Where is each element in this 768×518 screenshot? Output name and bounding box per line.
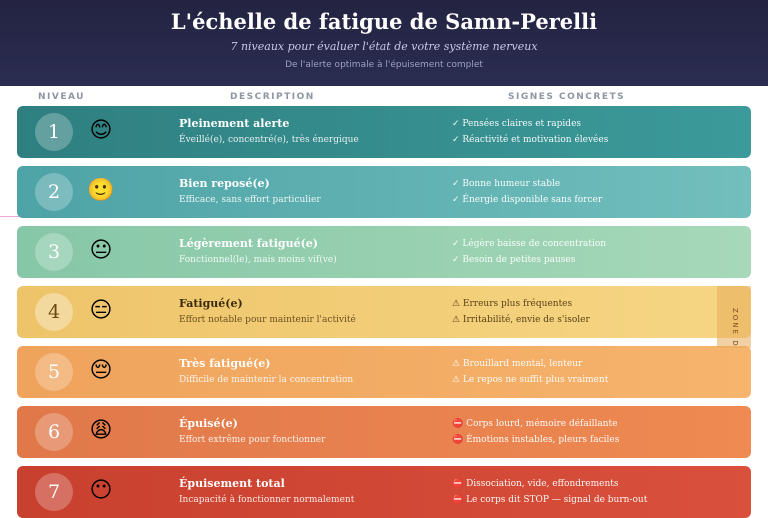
page-tagline: De l'alerte optimale à l'épuisement complet [285,60,483,70]
pensive-face-icon: 😔 [89,358,113,383]
level-number-badge: 6 [35,413,73,451]
level-description: Effort extrême pour fonctionner [179,435,326,445]
level-description: Éveillé(e), concentré(e), très énergique [179,135,359,145]
level-sign: ⚠ Brouillard mental, lenteur [452,359,583,369]
level-sign: ✓ Légère baisse de concentration [452,239,607,249]
level-title: Fatigué(e) [179,297,243,310]
level-sign: ⛔ Émotions instables, pleurs faciles [452,435,620,445]
level-sign: ⛔ Dissociation, vide, effondrements [452,479,619,489]
column-header-signs: SIGNES CONCRETS [508,92,626,102]
slightly-smiling-face-icon: 🙂 [87,178,115,203]
zone-marker [717,286,751,348]
fatigue-level-row [17,286,751,338]
level-sign: ✓ Bonne humeur stable [452,179,561,189]
level-title: Épuisement total [179,477,285,490]
fatigue-level-row [17,346,751,398]
page-title: L'échelle de fatigue de Samn-Perelli [170,9,598,34]
level-description: Efficace, sans effort particulier [179,195,321,205]
level-sign: ⚠ Irritabilité, envie de s'isoler [452,315,590,325]
zone-label: ZONE D [731,308,739,348]
level-title: Pleinement alerte [179,117,290,130]
weary-face-icon: 😩 [89,418,113,443]
level-title: Très fatigué(e) [179,357,271,370]
neutral-face-icon: 😐 [89,238,113,263]
level-number-badge: 1 [35,113,73,151]
column-header-level: NIVEAU [38,92,85,102]
fatigue-level-row [17,166,751,218]
column-header-description: DESCRIPTION [230,92,315,102]
smiling-face-icon: 😊 [89,118,113,143]
level-number-badge: 3 [35,233,73,271]
level-number-badge: 5 [35,353,73,391]
level-number-badge: 2 [35,173,73,211]
level-sign: ✓ Pensées claires et rapides [452,119,582,129]
fatigue-level-row [17,466,751,518]
level-description: Effort notable pour maintenir l'activité [179,315,356,325]
face-without-mouth-icon: 😶 [89,478,113,503]
level-title: Bien reposé(e) [179,177,270,190]
level-sign: ⛔ Le corps dit STOP — signal de burn-out [452,495,648,505]
level-number-badge: 4 [35,293,73,331]
level-description: Incapacité à fonctionner normalement [179,495,355,505]
level-sign: ⛔ Corps lourd, mémoire défaillante [452,419,618,429]
level-sign: ✓ Énergie disponible sans forcer [452,195,603,205]
fatigue-level-row [17,406,751,458]
level-title: Épuisé(e) [179,417,238,430]
level-sign: ⚠ Le repos ne suffit plus vraiment [452,375,609,385]
fatigue-level-row [17,226,751,278]
level-sign: ⚠ Erreurs plus fréquentes [452,299,573,309]
level-number-badge: 7 [35,473,73,511]
fatigue-level-row [17,106,751,158]
level-sign: ✓ Réactivité et motivation élevées [452,135,609,145]
level-description: Fonctionnel(le), mais moins vif(ve) [179,255,337,265]
level-sign: ✓ Besoin de petites pauses [452,255,576,265]
level-title: Légèrement fatigué(e) [179,237,318,250]
expressionless-face-icon: 😑 [89,298,113,323]
level-description: Difficile de maintenir la concentration [179,375,354,385]
header-banner [0,0,768,86]
page-subtitle: 7 niveaux pour évaluer l'état de votre système nerveux [230,40,538,53]
